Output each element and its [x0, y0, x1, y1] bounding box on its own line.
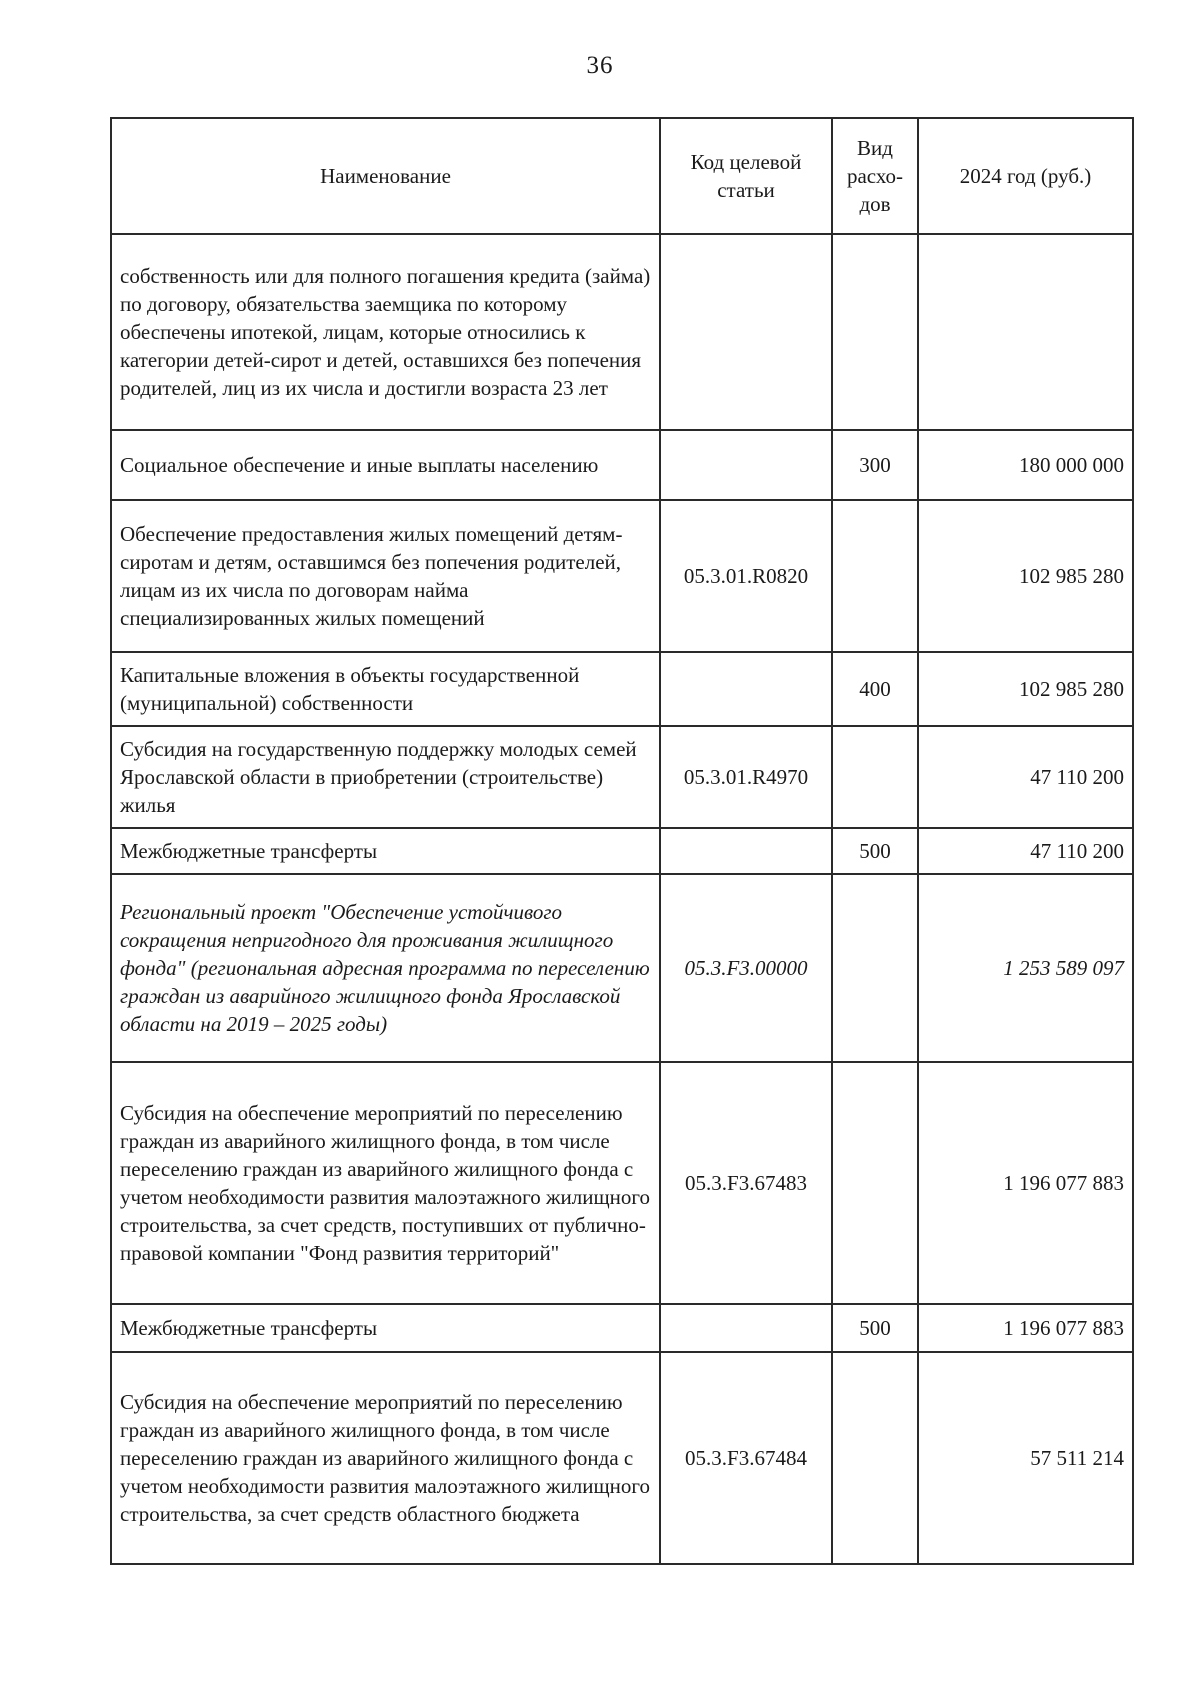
- row-sum: 1 196 077 883: [918, 1062, 1133, 1304]
- row-type: [832, 1062, 918, 1304]
- row-sum: 1 253 589 097: [918, 874, 1133, 1062]
- header-row: [111, 118, 1133, 234]
- table-row: [111, 1352, 1133, 1564]
- row-type: 400: [832, 652, 918, 726]
- row-type: [832, 726, 918, 828]
- row-type: 500: [832, 828, 918, 874]
- row-name: Социальное обеспечение и иные выплаты населению: [111, 430, 660, 500]
- row-name: Обеспечение предоставления жилых помещений детям-сиротам и детям, оставшимся без попечения родителей, лицам из их числа по договорам найма специализированных жилых помещений: [111, 500, 660, 652]
- row-sum: 57 511 214: [918, 1352, 1133, 1564]
- row-sum: 102 985 280: [918, 652, 1133, 726]
- row-code: [660, 652, 832, 726]
- row-code: 05.3.F3.67483: [660, 1062, 832, 1304]
- table-body: [111, 234, 1133, 1564]
- row-type: 500: [832, 1304, 918, 1352]
- table-row: [111, 1062, 1133, 1304]
- header-sum: 2024 год (руб.): [918, 118, 1133, 234]
- table-row: [111, 652, 1133, 726]
- row-sum: 47 110 200: [918, 726, 1133, 828]
- row-sum: 1 196 077 883: [918, 1304, 1133, 1352]
- table-row: [111, 726, 1133, 828]
- row-name: Межбюджетные трансферты: [111, 828, 660, 874]
- row-name: Субсидия на государственную поддержку молодых семей Ярославской области в приобретении (строительстве) жилья: [111, 726, 660, 828]
- budget-table: [110, 117, 1134, 1565]
- table-row: [111, 874, 1133, 1062]
- row-code: [660, 1304, 832, 1352]
- row-name: Субсидия на обеспечение мероприятий по переселению граждан из аварийного жилищного фонда, в том числе переселению граждан из аварийного жилищного фонда с учетом необходимости развития малоэтажного жилищного строительства, за счет средств, поступивших от публично-правовой компании "Фонд развития территорий": [111, 1062, 660, 1304]
- header-name: Наименование: [111, 118, 660, 234]
- row-code: [660, 828, 832, 874]
- table-row: [111, 828, 1133, 874]
- table-row: [111, 500, 1133, 652]
- row-sum: 180 000 000: [918, 430, 1133, 500]
- row-sum: 47 110 200: [918, 828, 1133, 874]
- row-name: Межбюджетные трансферты: [111, 1304, 660, 1352]
- row-type: 300: [832, 430, 918, 500]
- table-header: [111, 118, 1133, 234]
- header-code: Код целевой статьи: [660, 118, 832, 234]
- row-code: 05.3.01.R4970: [660, 726, 832, 828]
- row-code: 05.3.F3.00000: [660, 874, 832, 1062]
- row-type: [832, 1352, 918, 1564]
- row-type: [832, 874, 918, 1062]
- table-row: [111, 234, 1133, 430]
- table-row: [111, 430, 1133, 500]
- row-type: [832, 500, 918, 652]
- row-name: Субсидия на обеспечение мероприятий по переселению граждан из аварийного жилищного фонда, в том числе переселению граждан из аварийного жилищного фонда с учетом необходимости развития малоэтажного жилищного строительства, за счет средств областного бюджета: [111, 1352, 660, 1564]
- page-number: 36: [586, 52, 614, 79]
- row-type: [832, 234, 918, 430]
- row-code: 05.3.01.R0820: [660, 500, 832, 652]
- row-code: [660, 430, 832, 500]
- header-type: Вид расхо-дов: [832, 118, 918, 234]
- row-sum: 102 985 280: [918, 500, 1133, 652]
- row-name: Капитальные вложения в объекты государственной (муниципальной) собственности: [111, 652, 660, 726]
- row-code: [660, 234, 832, 430]
- row-sum: [918, 234, 1133, 430]
- row-code: 05.3.F3.67484: [660, 1352, 832, 1564]
- row-name: Региональный проект "Обеспечение устойчивого сокращения непригодного для проживания жилищного фонда" (региональная адресная программа по переселению граждан из аварийного жилищного фонда Ярославской области на 2019 – 2025 годы): [111, 874, 660, 1062]
- row-name: собственность или для полного погашения кредита (займа) по договору, обязательства заемщика по которому обеспечены ипотекой, лицам, которые относились к категории детей-сирот и детей, оставшихся без попечения родителей, лиц из их числа и достигли возраста 23 лет: [111, 234, 660, 430]
- table-row: [111, 1304, 1133, 1352]
